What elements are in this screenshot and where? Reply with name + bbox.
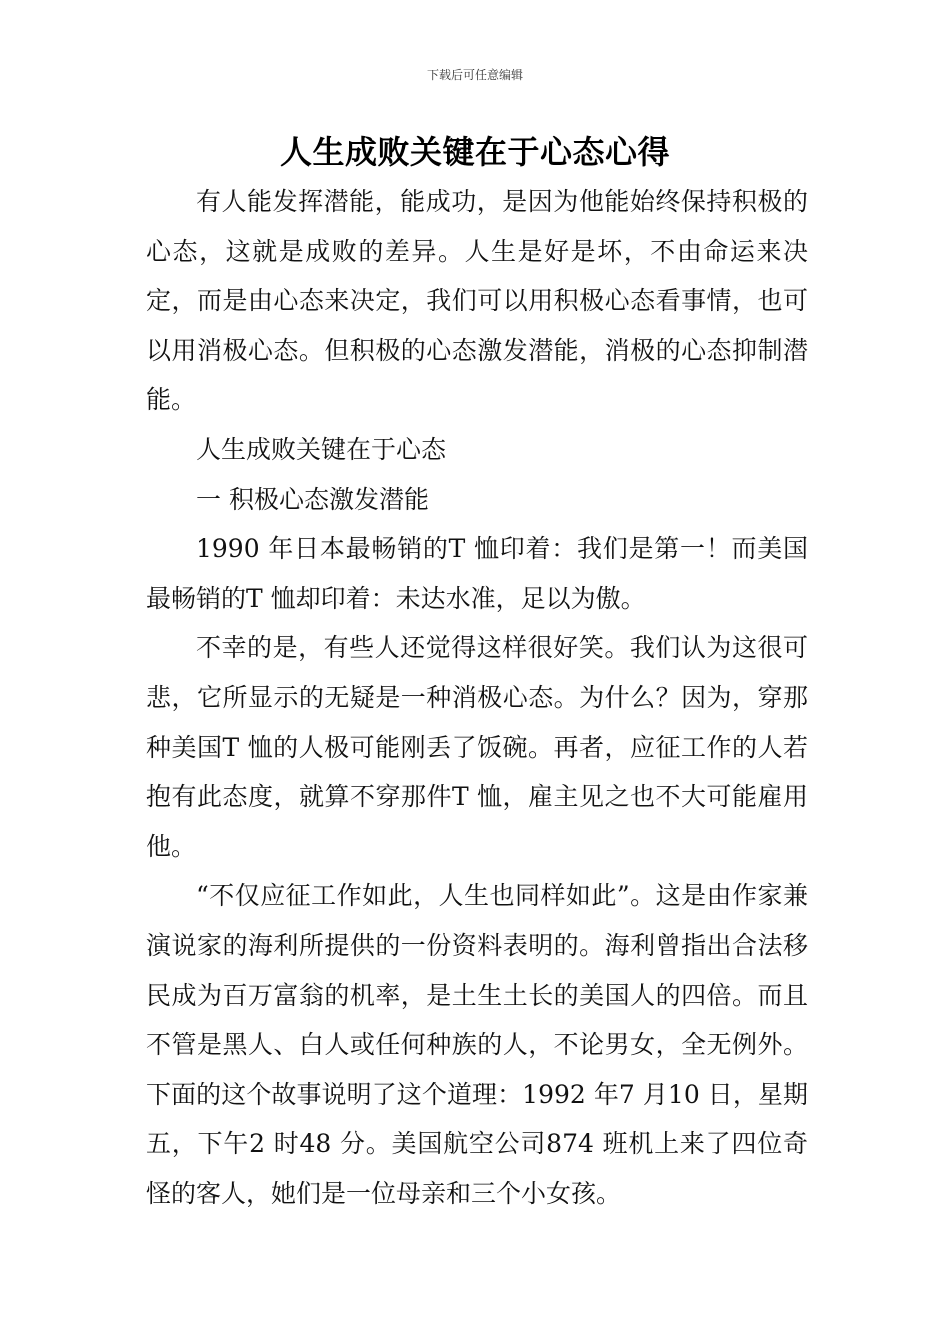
paragraph: 不幸的是，有些人还觉得这样很好笑。我们认为这很可悲，它所显示的无疑是一种消极心态。为什么？因为，穿那种美国T 恤的人极可能刚丢了饭碗。再者，应征工作的人若抱有此态度，就算不穿那件T 恤，雇主见之也不大可能雇用他。 <box>146 633 808 861</box>
paragraph: 1990 年日本最畅销的T 恤印着：我们是第一！而美国最畅销的T 恤却印着：未达水准，足以为傲。 <box>146 534 808 613</box>
paragraph: 人生成败关键在于心态 <box>196 434 447 464</box>
header-note: 下载后可任意编辑 <box>426 68 523 82</box>
paragraph: 有人能发挥潜能，能成功，是因为他能始终保持积极的心态，这就是成败的差异。人生是好是坏，不由命运来决定，而是由心态来决定，我们可以用积极心态看事情，也可以用消极心态。但积极的心态激发潜能，消极的心态抑制潜能。 <box>146 187 808 415</box>
paragraph: 一 积极心态激发潜能 <box>196 484 429 514</box>
document-title: 人生成败关键在于心态心得 <box>279 133 670 171</box>
document-body <box>146 177 808 1218</box>
paragraph: “不仅应征工作如此，人生也同样如此”。这是由作家兼演说家的海利所提供的一份资料表明的。海利曾指出合法移民成为百万富翁的机率，是土生土长的美国人的四倍。而且不管是黑人、白人或任何种族的人，不论男女，全无例外。下面的这个故事说明了这个道理：1992 年7 月10 日，星期五，下午2 时48 分。美国航空公司874 班机上来了四位奇怪的客人，她们是一位母亲和三个小女孩。 <box>146 881 808 1208</box>
